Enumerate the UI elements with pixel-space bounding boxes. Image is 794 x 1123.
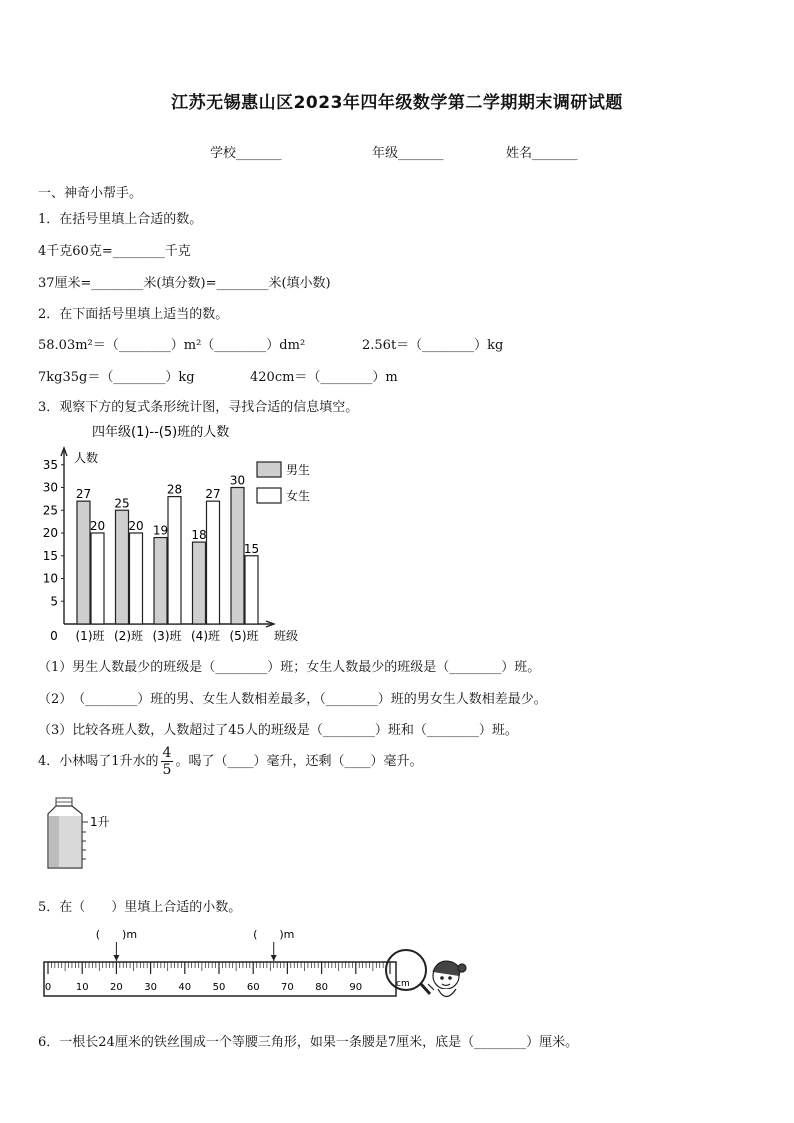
bar-boys <box>154 538 167 624</box>
bar-girls <box>168 497 181 624</box>
ruler-number: 0 <box>44 982 52 993</box>
girl-cartoon-icon <box>428 961 466 996</box>
bar-value-label: 19 <box>152 523 169 538</box>
legend-label: 男生 <box>286 463 311 477</box>
chart-bars <box>76 474 259 625</box>
question-4-post: 。喝了（____）毫升，还剩（____）毫升。 <box>175 754 423 769</box>
y-tick-label: 10 <box>42 571 58 586</box>
chart-legend <box>257 462 310 503</box>
question-1-stem: 1．在括号里填上合适的数。 <box>38 212 203 227</box>
bar-value-label: 18 <box>191 528 207 543</box>
bar-value-label: 27 <box>75 487 92 502</box>
question-5-stem: 5．在（ ）里填上合适的小数。 <box>38 900 242 915</box>
fraction-numerator: 4 <box>162 745 172 761</box>
origin-label: 0 <box>50 629 58 643</box>
ruler-number: 20 <box>110 982 123 993</box>
bar-boys <box>77 501 90 624</box>
school-field: 学校_______ <box>210 146 282 161</box>
question-6: 6．一根长24厘米的铁丝围成一个等腰三角形，如果一条腰是7厘米，底是（________）厘米。 <box>38 1035 579 1050</box>
ruler-number: 80 <box>315 982 328 993</box>
bar-boys <box>193 542 206 624</box>
question-2-stem: 2．在下面括号里填上适当的数。 <box>38 307 229 322</box>
legend-label: 女生 <box>286 489 311 503</box>
x-tick-label: (5)班 <box>229 629 259 643</box>
bar-value-label: 30 <box>229 473 246 488</box>
bar-value-label: 27 <box>205 487 221 502</box>
section-heading: 一、神奇小帮手。 <box>38 186 143 201</box>
bar-boys <box>231 488 244 625</box>
arrow-head <box>113 955 119 961</box>
ruler-number: 40 <box>178 982 192 993</box>
bar-value-label: 28 <box>166 482 183 497</box>
class-population-bar-chart <box>36 418 326 648</box>
ruler-diagram <box>38 922 478 1018</box>
y-tick-label: 25 <box>42 503 58 518</box>
bar-value-label: 20 <box>89 519 106 533</box>
y-tick-label: 35 <box>42 457 58 472</box>
ruler-number: 70 <box>281 982 294 993</box>
question-1b: 37厘米=________米(填分数)=________米(填小数) <box>38 276 331 291</box>
ruler-marks <box>44 928 396 996</box>
name-field: 姓名_______ <box>506 146 578 161</box>
question-3-sub3: （3）比较各班人数，人数超过了45人的班级是（________）班和（________）班。 <box>38 723 518 738</box>
question-2a: 58.03m²＝（________）m²（________）dm² <box>38 338 306 353</box>
ruler-number: 50 <box>212 982 226 993</box>
bar-girls <box>91 533 104 624</box>
arrow-head <box>271 955 277 961</box>
bar-girls <box>130 533 143 624</box>
x-tick-label: (1)班 <box>75 629 105 643</box>
question-2d: 420cm＝（________）m <box>250 370 398 385</box>
x-tick-label: (4)班 <box>191 629 220 643</box>
question-2b: 2.56t＝（________）kg <box>362 338 504 353</box>
x-tick-label: (2)班 <box>114 629 143 643</box>
bar-girls <box>245 556 258 624</box>
ruler-unit: cm <box>396 979 410 989</box>
bar-boys <box>116 510 129 624</box>
question-4-pre: 4．小林喝了1升水的 <box>38 754 159 769</box>
ruler-number: 90 <box>349 982 363 993</box>
ruler-number: 30 <box>144 982 157 993</box>
bottle-label: 1升 <box>90 815 110 829</box>
question-4 <box>38 745 422 779</box>
grade-field: 年级_______ <box>372 146 444 161</box>
question-3-sub1: （1）男生人数最少的班级是（________）班；女生人数最少的班级是（________）班。 <box>38 660 541 675</box>
question-3-stem: 3．观察下方的复式条形统计图，寻找合适的信息填空。 <box>38 400 359 415</box>
y-tick-label: 15 <box>42 548 58 563</box>
y-tick-label: 5 <box>50 594 58 609</box>
ruler-number: 10 <box>75 982 89 993</box>
y-tick-label: 30 <box>42 480 58 495</box>
blank-label: ( )m <box>253 928 295 941</box>
x-axis-label: 班级 <box>273 629 299 643</box>
bar-value-label: 25 <box>114 496 130 511</box>
fraction-four-fifths <box>161 745 174 778</box>
water-bottle-icon <box>44 796 134 872</box>
x-tick-label: (3)班 <box>152 629 182 643</box>
bar-value-label: 15 <box>243 541 260 556</box>
blank-label: ( )m <box>95 928 138 941</box>
bar-girls <box>207 501 220 624</box>
question-1a: 4千克60克=________千克 <box>38 244 191 259</box>
chart-title: 四年级(1)--(5)班的人数 <box>92 425 230 440</box>
question-3-sub2: （2） （________）班的男、女生人数相差最多，（________）班的男女生人数相差最少。 <box>38 692 547 707</box>
fraction-denominator: 5 <box>162 762 172 778</box>
y-tick-label: 20 <box>42 526 58 540</box>
question-2c: 7kg35g＝（________）kg <box>38 370 195 385</box>
y-axis-label: 人数 <box>74 451 99 465</box>
legend-swatch <box>257 462 281 477</box>
ruler-number: 60 <box>246 982 260 993</box>
page-title: 江苏无锡惠山区2023年四年级数学第二学期期末调研试题 <box>171 93 623 113</box>
bar-value-label: 20 <box>128 519 144 533</box>
legend-swatch <box>257 488 281 503</box>
